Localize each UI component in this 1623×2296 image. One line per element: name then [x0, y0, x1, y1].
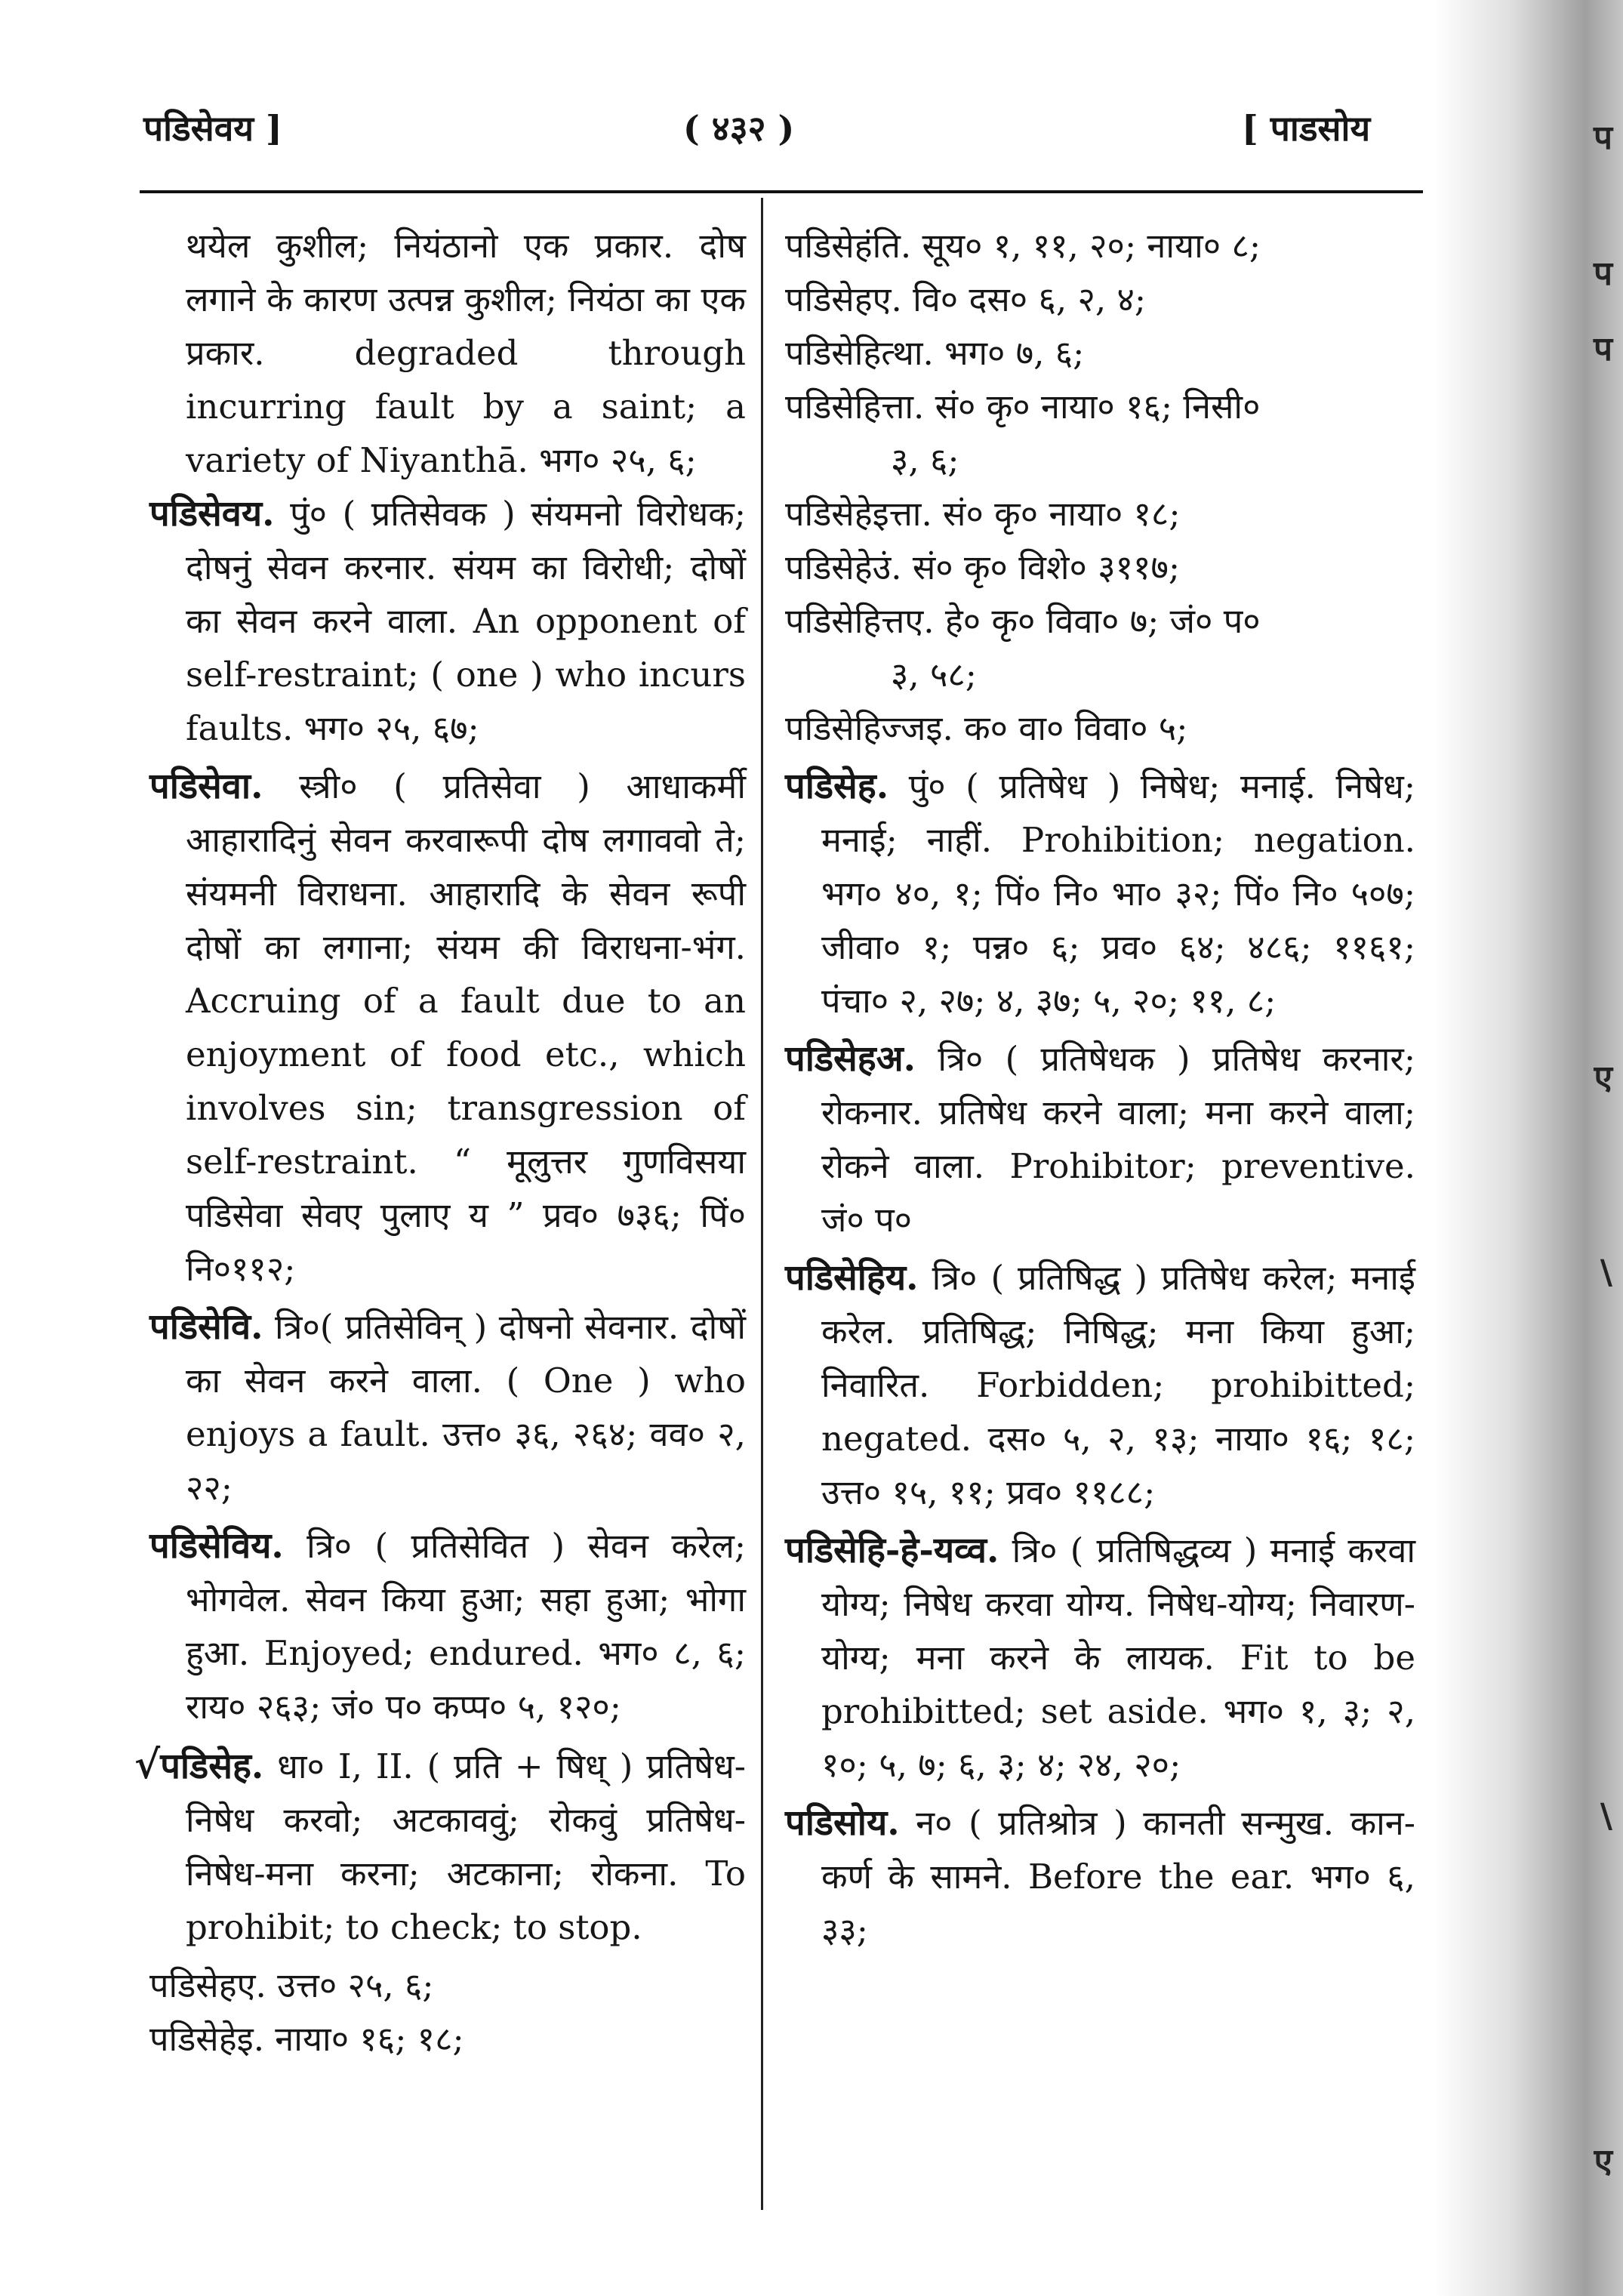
dictionary-entry [785, 1796, 1415, 1957]
sub-entry-continued: ३, ५८; [891, 655, 977, 695]
entry-definition: त्रि० ( प्रतिसेवित ) सेवन करेल; भोगवेल. सेवन किया हुआ; सहा हुआ; भोगा हुआ. Enjoyed; endured. भग० ८, ६; राय० २६३; जं० प० कप्प० ५, १२०; [186, 1526, 746, 1727]
dictionary-entry [149, 487, 746, 755]
entry-headword: पडिसेवा. [149, 766, 263, 807]
dictionary-entry [134, 1738, 747, 1954]
entry-definition: स्त्री० ( प्रतिसेवा ) आधाकर्मी आहारादिनुं सेवन करवारूपी दोष लगाववो ते; संयमनी विराधना. आहारादि के सेवन रूपी दोषों का लगाना; संयम की विराधना-भंग. Accruing of a fault due to an enjoyment of food etc., which involves sin; transgression of self-restraint. “ मूलुत्तर गुणविसया पडिसेवा सेवए पुलाए य ” प्रव० ७३६; पिं० नि०११२; [186, 766, 746, 1289]
edge-letter: प [1594, 330, 1612, 368]
sub-entry: पडिसेहित्तए. हे० कृ० विवा० ७; जं० प० [785, 601, 1261, 641]
entry-headword: पडिसेवि. [149, 1306, 263, 1348]
entry-definition: पुं० ( प्रतिसेवक ) संयमनो विरोधक; दोषनुं सेवन करनार. संयम का विरोधी; दोषों का सेवन करने वाला. An opponent of self-restraint; ( one ) who incurs faults. भग० २५, ६७; [186, 494, 746, 748]
entry-headword: पडिसेह. [160, 1746, 264, 1787]
right-column [785, 219, 1415, 2212]
sub-entry: पडिसेहंति. सूय० १, ११, २०; नाया० ८; [785, 226, 1261, 266]
entry-headword: पडिसेवय. [149, 493, 275, 535]
entry-definition: त्रि० ( प्रतिषिद्ध ) प्रतिषेध करेल; मनाई करेल. प्रतिषिद्ध; निषिद्ध; मना किया हुआ; निवारित. Forbidden; prohibitted; negated. दस० ५, २, १३; नाया० १६; १८; उत्त० १५, ११; प्रव० ११८८; [821, 1258, 1415, 1512]
edge-letter: ए [1594, 2142, 1612, 2180]
entry-headword: पडिसेहअ. [785, 1038, 916, 1080]
sub-entry: पडिसेहए. उत्त० २५, ६; [149, 1965, 434, 2005]
sub-entry: पडिसेहए. वि० दस० ६, २, ४; [785, 279, 1147, 319]
entry-definition: न० ( प्रतिश्रोत्र ) कानती सन्मुख. कान-कर्ण के सामने. Before the ear. भग० ६, ३३; [821, 1803, 1415, 1950]
entry-headword: पडिसेहिय. [785, 1257, 919, 1299]
sub-entry: पडिसेहेउं. सं० कृ० विशे० ३११७; [785, 547, 1181, 587]
dictionary-entry [149, 1300, 746, 1515]
sub-entry: पडिसेहिज्जइ. क० वा० विवा० ५; [785, 708, 1188, 748]
entry-headword: पडिसेह. [785, 766, 889, 807]
entry-definition: धा० I, II. ( प्रति + षिध् ) प्रतिषेध-निषेध करवो; अटकाववुं; रोकवुं प्रतिषेध-निषेध-मना करना; अटकाना; रोकना. To prohibit; to check; to stop. [186, 1746, 747, 1947]
dictionary-entry [149, 1519, 746, 1734]
running-head-left: पडिसेवय ] [143, 108, 282, 149]
entry-headword: पडिसेविय. [149, 1525, 284, 1567]
edge-letter: ए [1594, 1059, 1612, 1097]
sub-entry: पडिसेहित्ता. सं० कृ० नाया० १६; निसी० [785, 387, 1261, 427]
sub-entry: पडिसेहेइत्ता. सं० कृ० नाया० १८; [785, 494, 1181, 534]
edge-letter: प [1594, 119, 1612, 157]
root-check-mark: √ [134, 1742, 161, 1788]
page-edge-shadow [1434, 0, 1623, 2296]
dictionary-entry [785, 1032, 1415, 1247]
entry-headword: पडिसेहि-हे-यव्व. [785, 1530, 999, 1571]
page-number: ( ४३२ ) [683, 108, 795, 149]
entry-definition: त्रि०( प्रतिसेविन् ) दोषनो सेवनार. दोषों का सेवन करने वाला. ( One ) who enjoys a fault. उत्त० ३६, २६४; वव० २, २२; [186, 1307, 746, 1508]
dictionary-entry [785, 760, 1415, 1028]
left-column [134, 219, 747, 2212]
dictionary-entry [785, 1251, 1415, 1519]
entry-headword: पडिसोय. [785, 1802, 900, 1844]
edge-letter: प [1594, 254, 1612, 293]
sub-entry: पडिसेहेइ. नाया० १६; १८; [149, 2019, 464, 2059]
entry-definition: त्रि० ( प्रतिषिद्धव्य ) मनाई करवा योग्य; निषेध करवा योग्य. निषेध-योग्य; निवारण-योग्य; मना करने के लायक. Fit to be prohibitted; set aside. भग० १, ३; २, १०; ५, ७; ६, ३; ४; २४, २०; [821, 1530, 1415, 1785]
dictionary-entry [149, 760, 746, 1296]
dictionary-entry [785, 1524, 1415, 1792]
edge-letter: \ [1600, 1797, 1612, 1835]
continued-entry: थयेल कुशील; नियंठानो एक प्रकार. दोष लगाने के कारण उत्पन्न कुशील; नियंठा का एक प्रकार. degraded through incurring fault by a saint; a variety of Niyanthā. भग० २५, ६; [186, 226, 746, 480]
column-divider [761, 198, 763, 2210]
edge-letter: \ [1600, 1253, 1612, 1292]
entry-definition: पुं० ( प्रतिषेध ) निषेध; मनाई. निषेध; मनाई; नाहीं. Prohibition; negation. भग० ४०, १; पिं० नि० भा० ३२; पिं० नि० ५०७; जीवा० १; पन्न० ६; प्रव० ६४; ४८६; ११६१; पंचा० २, २७; ४, ३७; ५, २०; ११, ८; [821, 766, 1415, 1021]
sub-entry: पडिसेहित्था. भग० ७, ६; [785, 333, 1085, 373]
sub-entry-continued: ३, ६; [891, 440, 959, 480]
running-head-right: [ पाडसोय [1242, 108, 1371, 149]
entry-definition: त्रि० ( प्रतिषेधक ) प्रतिषेध करनार; रोकनार. प्रतिषेध करने वाला; मना करने वाला; रोकने वाला. Prohibitor; preventive. जं० प० [821, 1039, 1415, 1240]
header-rule [140, 190, 1423, 193]
